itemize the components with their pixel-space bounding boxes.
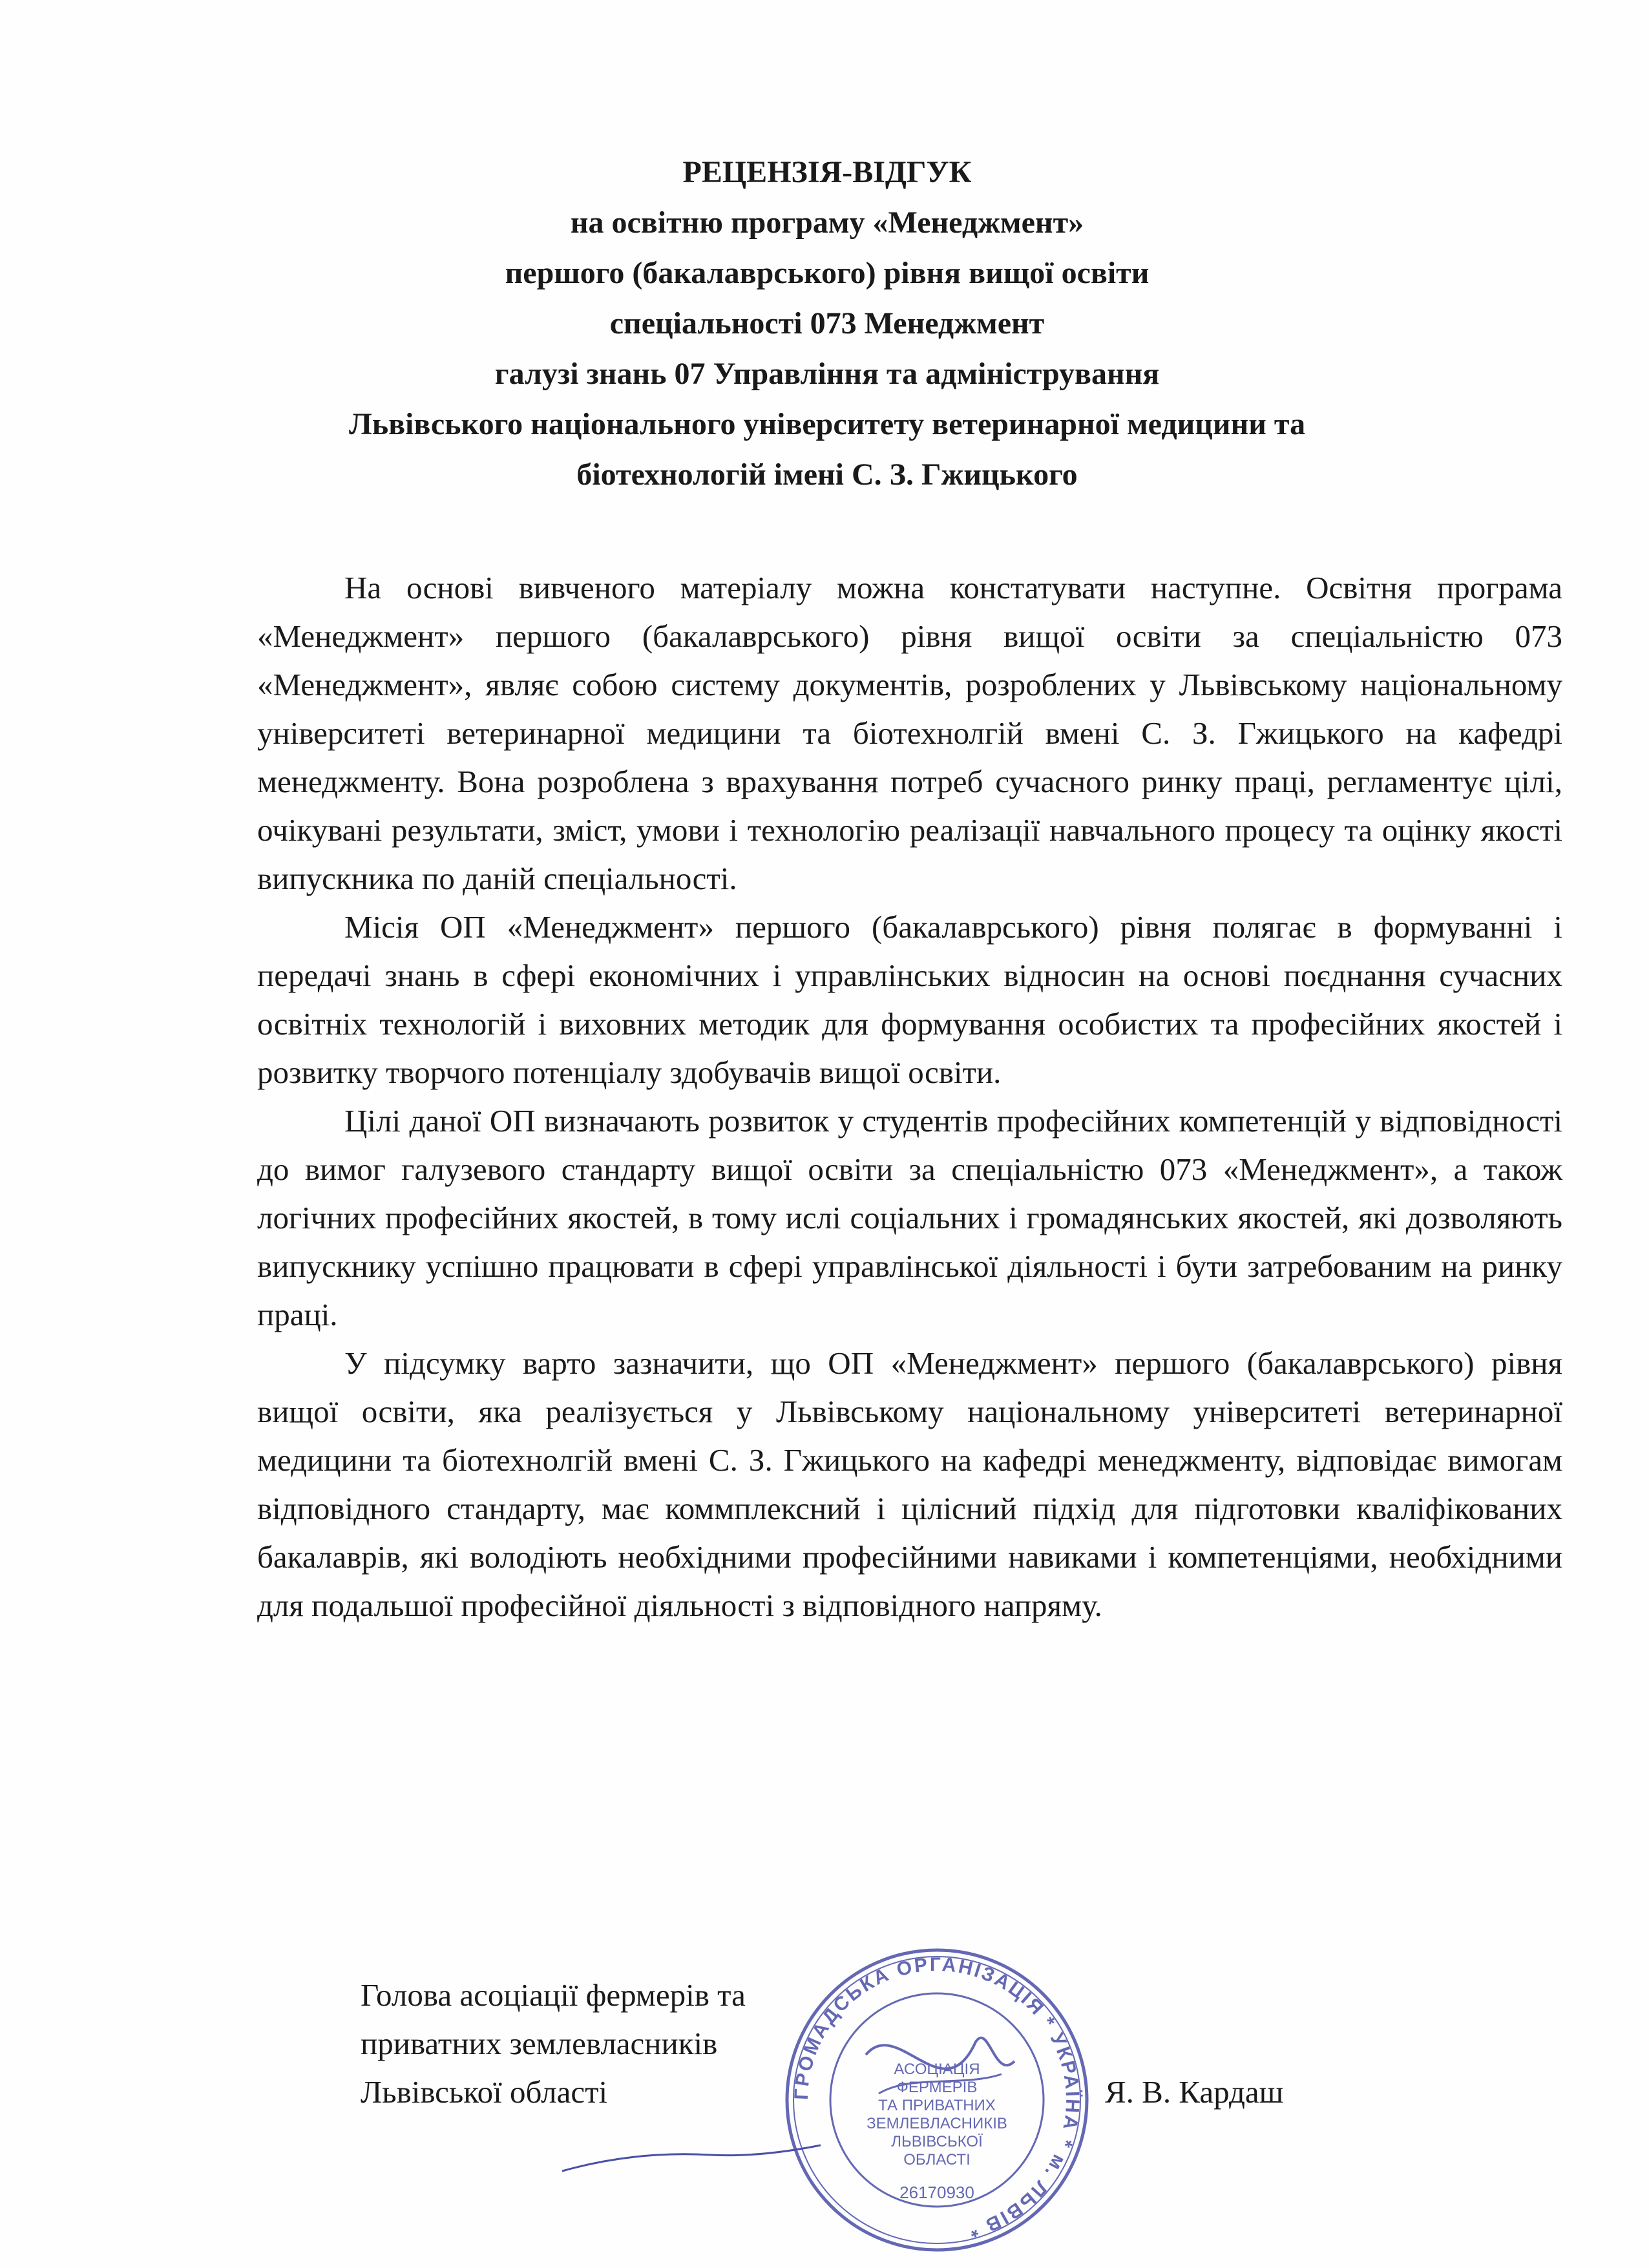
document-body	[257, 563, 1562, 1630]
title-line-3: першого (бакалаврського) рівня вищої освіти	[505, 256, 1150, 290]
title-line-4: спеціальності 073 Менеджмент	[609, 306, 1045, 341]
stamp-inner-line: ЛЬВІВСЬКОЇ	[891, 2133, 983, 2150]
paragraph-2: Місія ОП «Менеджмент» першого (бакалаврського) рівня полягає в формуванні і передачі знань в сфері економічних і управлінських відносин на основі поєднання сучасних освітніх технологій і виховних методик для формування особистих та професійних якостей і розвитку творчого потенціалу здобувачів вищої освіти.	[257, 909, 1562, 1090]
svg-text:26170930: 26170930	[899, 2183, 974, 2202]
paragraph-3: Цілі даної ОП визначають розвиток у студентів професійних компетенцій у відповідності до вимог галузевого стандарту вищої освіти за спеціальністю 073 «Менеджмент», а також логічних професійних якостей, в тому ислі соціальних і громадянських якостей, які дозволяють випускнику успішно працювати в сфері управлінської діяльності і бути затребованим на ринку праці.	[257, 1103, 1562, 1332]
svg-text:ГРОМАДСЬКА ОРГАНІЗАЦІЯ * УКРАЇ: ГРОМАДСЬКА ОРГАНІЗАЦІЯ * УКРАЇНА * м. ЛЬВІВ *	[790, 1953, 1084, 2242]
paragraph-1: На основі вивченого матеріалу можна констатувати наступне. Освітня програма «Менеджмент» першого (бакалаврського) рівня вищої освіти за спеціальністю 073 «Менеджмент», являє собою систему документів, розроблених у Львівському національному університеті ветеринарної медицини та біотехнолгій вмені С. З. Гжицького на кафедрі менеджменту. Вона розроблена з врахування потреб сучасного ринку праці, регламентує цілі, очікувані результати, зміст, умови і технологію реалізації навчального процесу та оцінку якості випускника по даній спеціальності.	[257, 570, 1562, 896]
signatory-name: Я. В. Кардаш	[1105, 2074, 1284, 2110]
signatory-title-line-2: приватних землевласників	[361, 2026, 718, 2061]
document-title	[258, 147, 1396, 500]
title-line-6: Львівського національного університету ветеринарної медицини та	[348, 407, 1306, 441]
stamp-inner-line: ОБЛАСТІ	[903, 2151, 971, 2168]
organization-stamp	[782, 1945, 1092, 2255]
signatory-title-line-3: Львівської області	[361, 2074, 608, 2110]
title-line-2: на освітню програму «Менеджмент»	[570, 205, 1084, 240]
title-line-1: РЕЦЕНЗІЯ-ВІДГУК	[682, 155, 972, 189]
stamp-inner-line: ТА ПРИВАТНИХ	[878, 2097, 996, 2114]
title-line-5: галузі знань 07 Управління та адміністрування	[494, 357, 1160, 391]
stamp-inner-line: ФЕРМЕРІВ	[896, 2079, 978, 2096]
stamp-inner-line: АСОЦІАЦІЯ	[894, 2061, 980, 2078]
title-line-7: біотехнологій імені С. З. Гжицького	[576, 457, 1078, 492]
paragraph-4: У підсумку варто зазначити, що ОП «Менеджмент» першого (бакалаврського) рівня вищої освіти, яка реалізується у Львівському національному університеті ветеринарної медицини та біотехнолгій вмені С. З. Гжицького на кафедрі менеджменту, відповідає вимогам відповідного стандарту, має коммплексний і цілісний підхід для підготовки кваліфікованих бакалаврів, які володіють необхідними професійними навиками і компетенціями, необхідними для подальшої професійної діяльності з відповідного напряму.	[257, 1345, 1562, 1623]
signatory-title-line-1: Голова асоціації фермерів та	[361, 1977, 746, 2013]
stamp-inner-line: ЗЕМЛЕВЛАСНИКІВ	[867, 2115, 1007, 2132]
